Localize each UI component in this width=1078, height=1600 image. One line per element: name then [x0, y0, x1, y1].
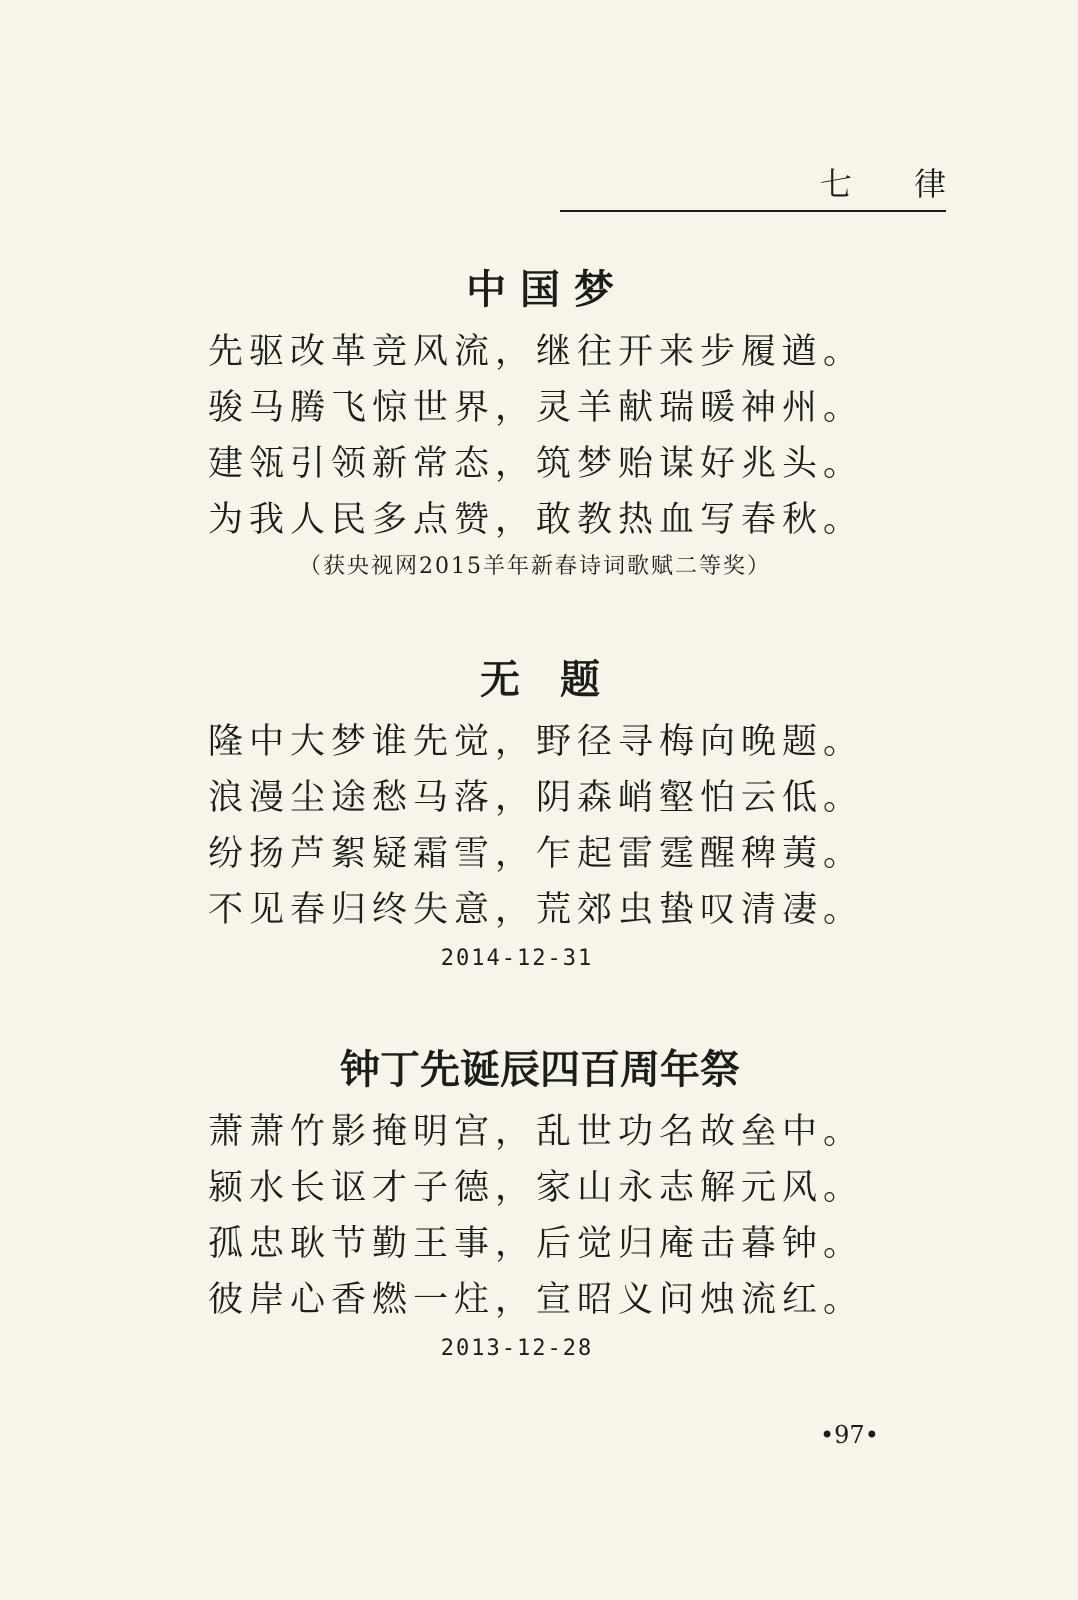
header-rule: [560, 210, 946, 212]
section-label: 七 律: [819, 165, 972, 203]
poem-line: 隆中大梦谁先觉，野径寻梅向晚题。: [208, 722, 865, 762]
poem-title: 无 题: [480, 656, 600, 703]
poem-zhongguo-meng: [200, 264, 880, 584]
poem-line: 浪漫尘途愁马落，阴森峭壑怕云低。: [208, 778, 865, 818]
poem-award-note: （获央视网2015羊年新春诗词歌赋二等奖）: [299, 554, 771, 579]
poem-line: 孤忠耿节勤王事，后觉归庵击暮钟。: [208, 1224, 865, 1264]
poem-line: 彼岸心香燃一炷，宣昭义问烛流红。: [208, 1280, 865, 1320]
poem-wu-ti: [200, 654, 880, 976]
poem-date: 2013-12-28: [440, 1336, 594, 1361]
poem-line: 萧萧竹影掩明宫，乱世功名故垒中。: [208, 1112, 865, 1152]
poem-line: 为我人民多点赞，敢教热血写春秋。: [208, 500, 865, 540]
poem-zhong-ding-xian: [200, 1044, 880, 1366]
poem-line: 纷扬芦絮疑霜雪，乍起雷霆醒稗荑。: [208, 834, 865, 874]
poem-line: 先驱改革竞风流，继往开来步履遒。: [208, 332, 865, 372]
poem-line: 建瓴引领新常态，筑梦贻谋好兆头。: [208, 444, 865, 484]
page-number: •97•: [820, 1421, 879, 1449]
poem-date: 2014-12-31: [440, 946, 594, 971]
poem-body: [200, 324, 880, 548]
poem-line: 骏马腾飞惊世界，灵羊献瑞暖神州。: [208, 388, 865, 428]
section-header: [560, 160, 972, 212]
poem-title: 中 国 梦: [466, 266, 614, 313]
poem-line: 颍水长讴才子德，家山永志解元风。: [208, 1168, 865, 1208]
poem-body: [200, 1104, 880, 1328]
poem-line: 不见春归终失意，荒郊虫蛰叹清凄。: [208, 890, 865, 930]
poem-title: 钟丁先诞辰四百周年祭: [340, 1046, 740, 1093]
poem-body: [200, 714, 880, 938]
